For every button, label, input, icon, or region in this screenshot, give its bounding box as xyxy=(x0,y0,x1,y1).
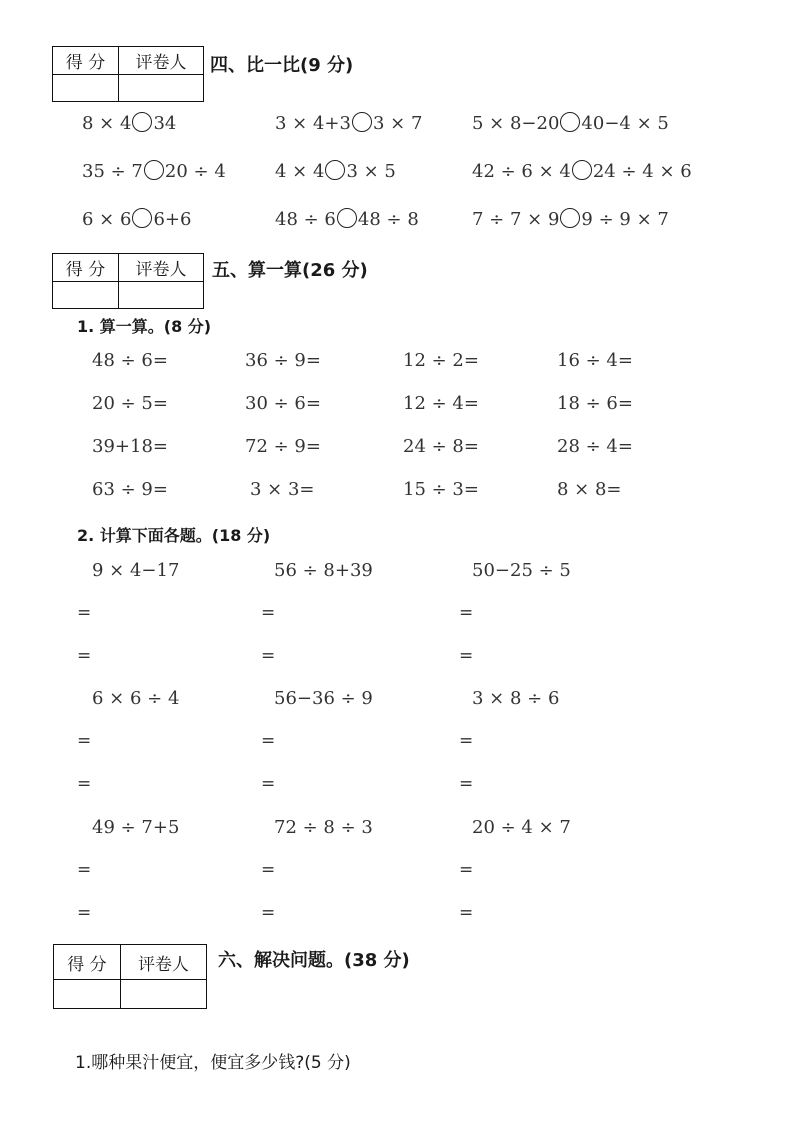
score-box-section4 xyxy=(52,46,204,102)
equals-line[interactable]: = xyxy=(77,903,92,923)
equals-line[interactable]: = xyxy=(261,903,276,923)
equals-line[interactable]: = xyxy=(261,646,276,666)
score-label: 得 分 xyxy=(53,254,119,282)
equals-line[interactable]: = xyxy=(261,860,276,880)
compare-item xyxy=(472,160,692,182)
calc-item: 28 ÷ 4= xyxy=(557,436,633,457)
compare-item xyxy=(275,112,422,134)
equals-line[interactable]: = xyxy=(459,903,474,923)
step-calc-expression: 9 × 4−17 xyxy=(92,560,180,581)
calc-item: 20 ÷ 5= xyxy=(92,393,168,414)
calc-item: 16 ÷ 4= xyxy=(557,350,633,371)
grader-label: 评卷人 xyxy=(119,254,204,282)
compare-left: 7 ÷ 7 × 9 xyxy=(472,209,560,230)
answer-circle-icon[interactable] xyxy=(352,112,372,132)
grader-label: 评卷人 xyxy=(119,47,204,75)
compare-item xyxy=(82,208,191,230)
calc-item: 63 ÷ 9= xyxy=(92,479,168,500)
calc-item: 24 ÷ 8= xyxy=(403,436,479,457)
score-label: 得 分 xyxy=(53,47,119,75)
section6-title: 六、解决问题。(38 分) xyxy=(218,950,410,971)
calc-item: 30 ÷ 6= xyxy=(245,393,321,414)
grader-label: 评卷人 xyxy=(120,945,206,980)
section5-title: 五、算一算(26 分) xyxy=(212,260,368,281)
calc-item: 36 ÷ 9= xyxy=(245,350,321,371)
grader-cell[interactable] xyxy=(119,75,204,102)
equals-line[interactable]: = xyxy=(77,603,92,623)
compare-right: 34 xyxy=(153,113,177,134)
compare-item xyxy=(82,160,226,182)
compare-item xyxy=(275,208,419,230)
equals-line[interactable]: = xyxy=(261,603,276,623)
step-calc-expression: 50−25 ÷ 5 xyxy=(472,560,571,581)
calc-item: 18 ÷ 6= xyxy=(557,393,633,414)
equals-line[interactable]: = xyxy=(261,774,276,794)
compare-right: 3 × 7 xyxy=(372,113,423,134)
compare-left: 6 × 6 xyxy=(82,209,132,230)
score-box-section5 xyxy=(52,253,204,309)
answer-circle-icon[interactable] xyxy=(337,208,357,228)
equals-line[interactable]: = xyxy=(459,774,474,794)
compare-item xyxy=(472,112,669,134)
compare-item xyxy=(82,112,176,134)
step-calc-expression: 72 ÷ 8 ÷ 3 xyxy=(274,817,373,838)
calc-item: 15 ÷ 3= xyxy=(403,479,479,500)
compare-left: 8 × 4 xyxy=(82,113,132,134)
compare-left: 35 ÷ 7 xyxy=(82,161,143,182)
compare-item xyxy=(472,208,669,230)
score-cell[interactable] xyxy=(53,75,119,102)
score-cell[interactable] xyxy=(54,980,121,1009)
section5-part1-title: 1. 算一算。(8 分) xyxy=(77,317,212,336)
equals-line[interactable]: = xyxy=(459,646,474,666)
calc-item: 8 × 8= xyxy=(557,479,622,500)
compare-left: 4 × 4 xyxy=(275,161,325,182)
score-cell[interactable] xyxy=(53,282,119,309)
compare-left: 3 × 4+3 xyxy=(275,113,351,134)
compare-right: 3 × 5 xyxy=(346,161,396,182)
answer-circle-icon[interactable] xyxy=(325,160,345,180)
grader-cell[interactable] xyxy=(119,282,204,309)
answer-circle-icon[interactable] xyxy=(560,208,580,228)
score-label: 得 分 xyxy=(54,945,121,980)
step-calc-expression: 6 × 6 ÷ 4 xyxy=(92,688,180,709)
step-calc-expression: 49 ÷ 7+5 xyxy=(92,817,180,838)
compare-right: 40−4 × 5 xyxy=(581,113,669,134)
equals-line[interactable]: = xyxy=(77,860,92,880)
calc-item: 12 ÷ 2= xyxy=(403,350,479,371)
section4-title: 四、比一比(9 分) xyxy=(210,55,354,76)
step-calc-expression: 3 × 8 ÷ 6 xyxy=(472,688,560,709)
compare-item xyxy=(275,160,396,182)
answer-circle-icon[interactable] xyxy=(144,160,164,180)
calc-item: 72 ÷ 9= xyxy=(245,436,321,457)
equals-line[interactable]: = xyxy=(459,603,474,623)
equals-line[interactable]: = xyxy=(77,774,92,794)
compare-left: 48 ÷ 6 xyxy=(275,209,336,230)
compare-right: 20 ÷ 4 xyxy=(164,161,226,182)
calc-item: 12 ÷ 4= xyxy=(403,393,479,414)
calc-item: 48 ÷ 6= xyxy=(92,350,168,371)
step-calc-expression: 56−36 ÷ 9 xyxy=(274,688,373,709)
problem-1: 1.哪种果汁便宜，便宜多少钱?(5 分) xyxy=(75,1053,351,1073)
compare-right: 48 ÷ 8 xyxy=(357,209,419,230)
score-box-section6 xyxy=(53,944,207,1009)
calc-item: 3 × 3= xyxy=(250,479,315,500)
equals-line[interactable]: = xyxy=(77,731,92,751)
answer-circle-icon[interactable] xyxy=(132,112,152,132)
step-calc-expression: 20 ÷ 4 × 7 xyxy=(472,817,571,838)
answer-circle-icon[interactable] xyxy=(572,160,592,180)
answer-circle-icon[interactable] xyxy=(560,112,580,132)
compare-right: 9 ÷ 9 × 7 xyxy=(581,209,669,230)
compare-left: 5 × 8−20 xyxy=(472,113,560,134)
section5-part2-title: 2. 计算下面各题。(18 分) xyxy=(77,526,271,545)
step-calc-expression: 56 ÷ 8+39 xyxy=(274,560,373,581)
compare-left: 42 ÷ 6 × 4 xyxy=(472,161,571,182)
calc-item: 39+18= xyxy=(92,436,168,457)
equals-line[interactable]: = xyxy=(459,731,474,751)
equals-line[interactable]: = xyxy=(459,860,474,880)
grader-cell[interactable] xyxy=(120,980,206,1009)
answer-circle-icon[interactable] xyxy=(132,208,152,228)
compare-right: 24 ÷ 4 × 6 xyxy=(592,161,692,182)
compare-right: 6+6 xyxy=(153,209,192,230)
equals-line[interactable]: = xyxy=(261,731,276,751)
equals-line[interactable]: = xyxy=(77,646,92,666)
